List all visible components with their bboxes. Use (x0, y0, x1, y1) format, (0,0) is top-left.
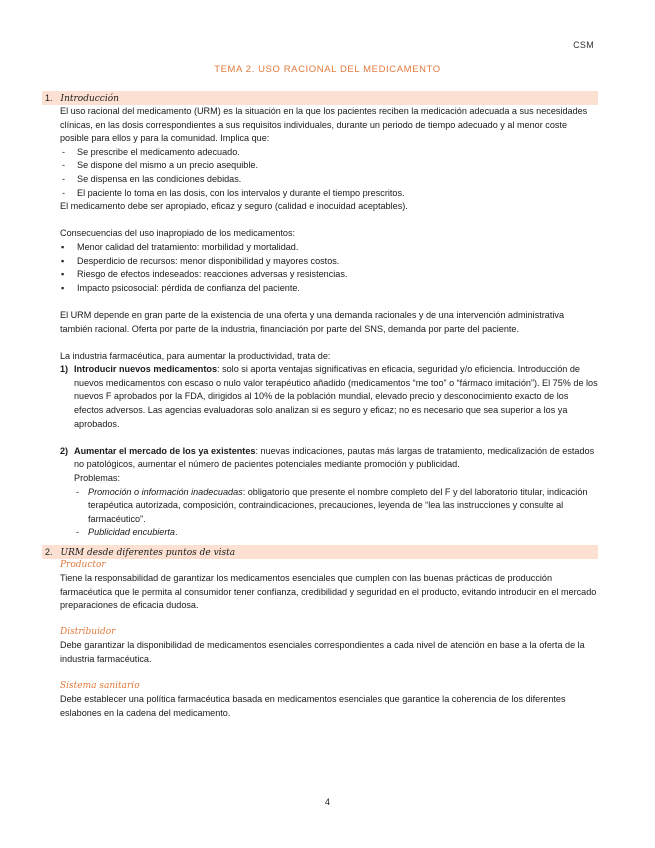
header-code: CSM (573, 40, 594, 50)
problem-text: . (174, 527, 178, 538)
point-text: : solo si aporta ventajas significativas en eficacia, seguridad y/o eficiencia. Introducción de nuevos medicamentos con escaso o nulo valor terapéutico añadido (medicamentos “me too” o “fármaco imitación”). El 75% de los nuevos F aprobados por la FDA, dirigidos al 10% de la población mundial, elevado precio y desconocimiento exacto de los efectos adversos. Las agencias evaluadoras solo analizan si es seguro y eficaz; no es necesario que sea superior a los ya aprobados. (74, 364, 598, 429)
health-paragraph: Debe establecer una política farmacéutica basada en medicamentos esenciales que garantice la coherencia de los diferentes eslabones en la cadena del medicamento. (60, 694, 566, 718)
point-marker: 2) (60, 445, 69, 456)
point-bold: Introducir nuevos medicamentos (74, 364, 218, 375)
list-item: - Se dispone del mismo a un precio asequible. (60, 159, 598, 173)
depends-paragraph: El URM depende en gran parte de la existencia de una oferta y una demanda racionales y de una intervención administrativa también racional. Oferta por parte de la industria, financiación por parte del SNS, demanda por parte del paciente. (60, 309, 565, 334)
list-item: ▪ Impacto psicosocial: pérdida de confianza del paciente. (60, 282, 598, 296)
page-title: TEMA 2. USO RACIONAL DEL MEDICAMENTO (214, 64, 441, 75)
point-text: : nuevas indicaciones, pautas más largas de tratamiento, medicalización de estados no patológicos, aumentar el número de pacientes potenciales mediante promoción y publicidad. (74, 445, 595, 470)
list-item (74, 526, 598, 540)
industry-point-2 (60, 445, 598, 540)
implies-list (60, 146, 598, 200)
list-item: ▪ Desperdicio de recursos: menor disponibilidad y mayores costos. (60, 255, 598, 269)
problems-label: Problemas: (74, 473, 120, 484)
point-marker: 1) (60, 364, 69, 375)
section-body-urm (42, 559, 598, 720)
distributor-paragraph: Debe garantizar la disponibilidad de medicamentos esenciales correspondientes a cada nivel de atención en base a la oferta de la industria farmacéutica. (60, 640, 585, 664)
problems-list (74, 486, 598, 540)
subheading-distribuidor: Distribuidor (60, 627, 116, 638)
section-header-introduccion (42, 91, 598, 105)
consequences-list (60, 241, 598, 295)
problem-text: : obligatorio que presente el nombre completo del F y del laboratorio titular, indicación terapéutica autorizada, composición, contraindicaciones, precauciones, leyenda de “lea las instrucciones y consulte al farmacéutico”. (88, 486, 588, 524)
list-item: - Se prescribe el medicamento adecuado. (60, 146, 598, 160)
problem-italic: Promoción o información inadecuadas (88, 486, 243, 497)
consequences-title: Consecuencias del uso inapropiado de los medicamentos: (60, 228, 296, 239)
intro-paragraph: El uso racional del medicamento (URM) es la situación en la que los pacientes reciben la medicación adecuada a sus necesidades clínicas, en las dosis correspondientes a sus requisitos individuales, durante un periodo de tiempo adecuado y al menor coste posible para ellos y para la comunidad. Implica que: (60, 106, 588, 144)
producer-paragraph: Tiene la responsabilidad de garantizar los medicamentos esenciales que cumplen con las buenas prácticas de producción farmacéutica que le permita al consumidor tener confianza, credibilidad y seguridad en el producto, evitando introducir en el mercado preparaciones de eficacia dudosa. (60, 573, 597, 611)
list-item (74, 486, 598, 527)
section-number: 1. (45, 93, 53, 103)
section-header-urm (42, 545, 598, 559)
section-number: 2. (45, 547, 53, 557)
list-item: - Se dispensa en las condiciones debidas. (60, 173, 598, 187)
list-item: ▪ Menor calidad del tratamiento: morbilidad y mortalidad. (60, 241, 598, 255)
list-item: ▪ Riesgo de efectos indeseados: reacciones adversas y resistencias. (60, 268, 598, 282)
point-bold: Aumentar el mercado de los ya existentes (74, 445, 256, 456)
problem-italic: Publicidad encubierta (88, 527, 175, 538)
industry-intro: La industria farmacéutica, para aumentar la productividad, trata de: (60, 350, 331, 361)
section-title: URM desde diferentes puntos de vista (60, 548, 236, 558)
subheading-sistema-sanitario: Sistema sanitario (60, 681, 140, 692)
industry-list (60, 363, 598, 540)
subheading-productor: Productor (60, 560, 106, 570)
page-number: 4 (324, 797, 330, 807)
section-body-introduccion (42, 105, 598, 540)
list-item: - El paciente lo toma en las dosis, con los intervalos y durante el tiempo prescritos. (60, 187, 598, 201)
document-content (42, 91, 598, 720)
industry-point-1 (60, 363, 598, 431)
must-be-paragraph: El medicamento debe ser apropiado, eficaz y seguro (calidad e inocuidad aceptables). (60, 201, 408, 212)
section-title: Introducción (60, 94, 119, 104)
